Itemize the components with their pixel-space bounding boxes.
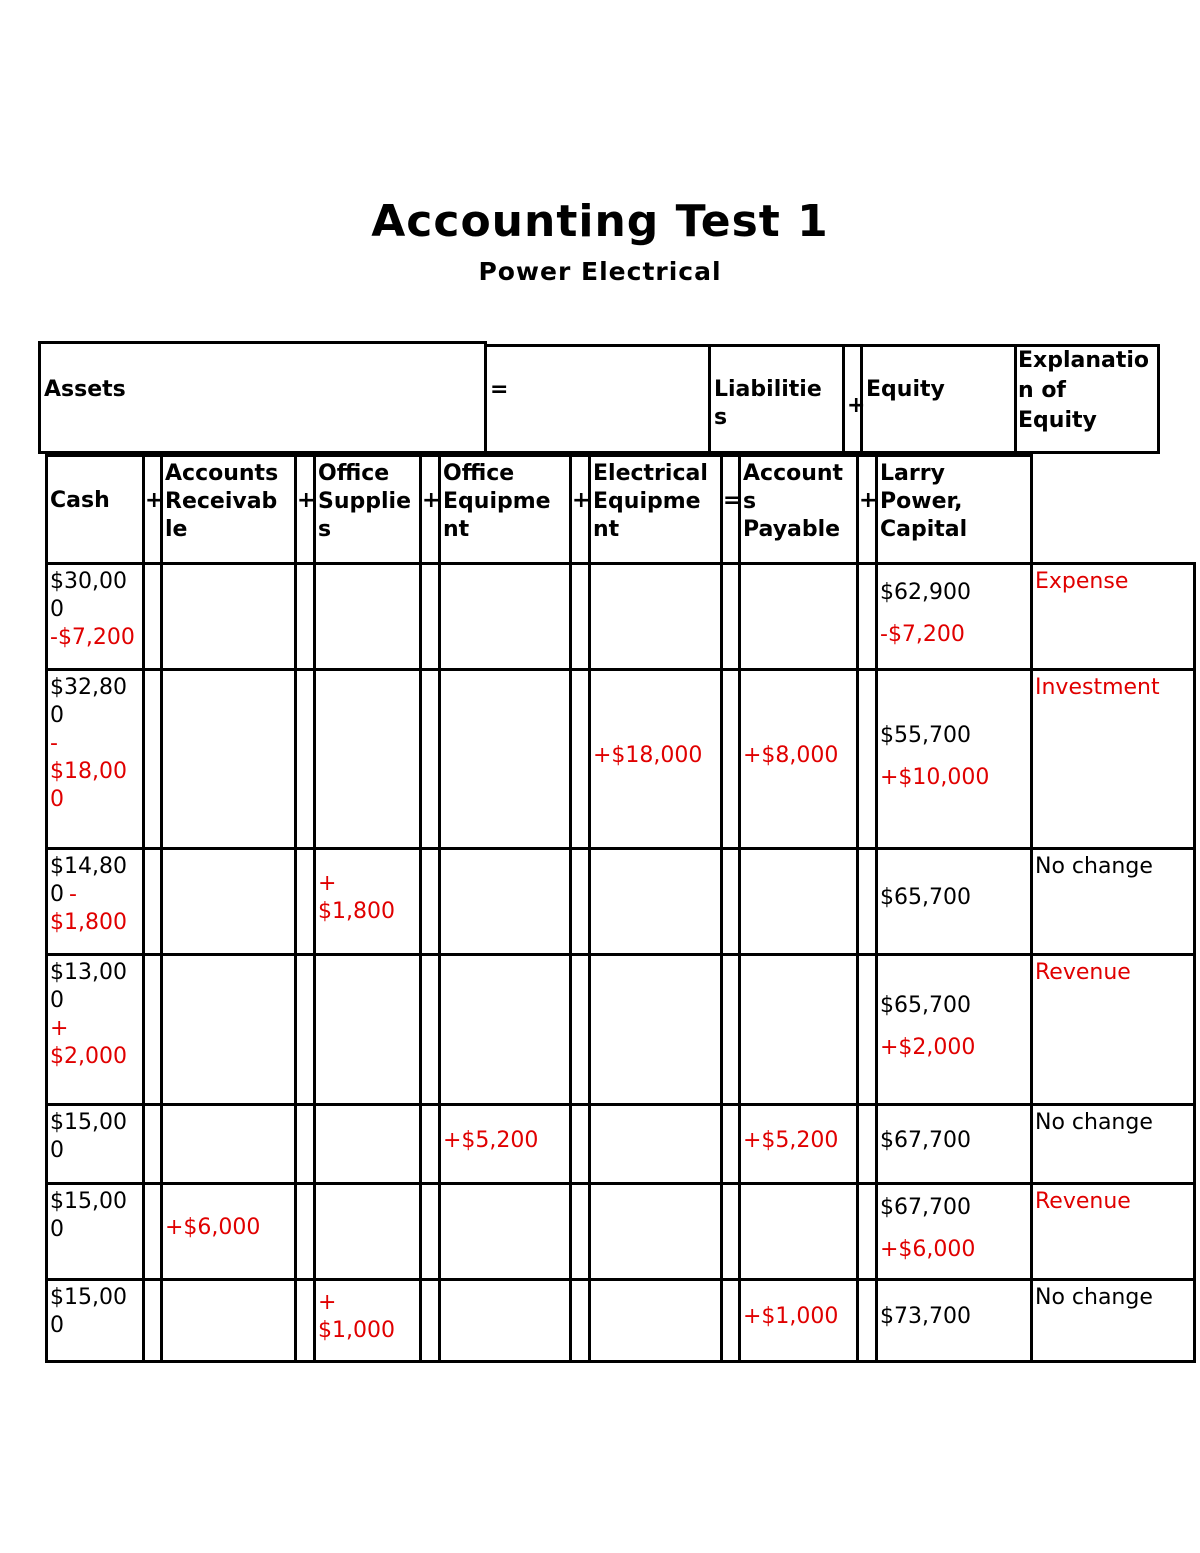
table-cell <box>1030 454 1196 565</box>
office-equipment-change: +$5,200 <box>443 1128 539 1153</box>
column-header-accounts-payable: Account s Payable <box>743 461 844 542</box>
table-cell <box>438 668 572 850</box>
accounts-payable-change: +$1,000 <box>743 1304 839 1329</box>
capital-value: $73,700 <box>880 1304 971 1329</box>
table-cell <box>160 562 297 671</box>
office-supplies-change: + $1,000 <box>318 1290 395 1343</box>
table-cell <box>438 562 572 671</box>
capital-value: $62,900 <box>880 580 971 605</box>
cash-change-inline: - <box>62 882 77 907</box>
table-cell <box>738 1182 859 1281</box>
table-cell <box>875 953 1033 1106</box>
capital-change: +$10,000 <box>880 765 990 790</box>
document-title: Accounting Test 1 <box>371 196 829 247</box>
electrical-equipment-change: +$18,000 <box>593 743 703 768</box>
capital-change: -$7,200 <box>880 622 965 647</box>
table-cell <box>438 1278 572 1363</box>
table-cell <box>313 953 422 1106</box>
operator-sign: + <box>145 488 164 513</box>
liabilities-header: Liabilitie s <box>714 377 822 430</box>
table-cell <box>588 847 723 956</box>
capital-value: $55,700 <box>880 723 971 748</box>
document-subtitle: Power Electrical <box>478 257 722 286</box>
accounts-payable-change: +$5,200 <box>743 1128 839 1153</box>
operator-sign: + <box>859 488 878 513</box>
operator-sign: = <box>723 488 742 513</box>
cash-value: $32,80 0 <box>50 675 127 728</box>
table-cell <box>160 847 297 956</box>
cash-value: $15,00 0 <box>50 1189 127 1242</box>
table-cell <box>738 953 859 1106</box>
capital-change: +$2,000 <box>880 1035 976 1060</box>
table-cell <box>588 1103 723 1185</box>
table-cell <box>438 1182 572 1281</box>
table-cell <box>313 562 422 671</box>
table-cell <box>160 1103 297 1185</box>
cash-change: - $18,00 0 <box>50 731 127 812</box>
table-cell <box>160 1278 297 1363</box>
column-header-accounts-receivable: Accounts Receivab le <box>165 461 279 542</box>
assets-header: Assets <box>44 377 126 402</box>
cash-change: $1,800 <box>50 910 127 935</box>
table-cell <box>313 1103 422 1185</box>
cash-value: $14,80 0 <box>50 854 127 907</box>
explanation-text: Revenue <box>1035 960 1131 985</box>
operator-sign: + <box>572 488 591 513</box>
column-header-office-equipment: Office Equipme nt <box>443 461 551 542</box>
table-cell <box>588 953 723 1106</box>
equity-header: Equity <box>866 377 945 402</box>
cash-change: -$7,200 <box>50 625 135 650</box>
table-cell <box>875 668 1033 850</box>
explanation-text: No change <box>1035 1285 1153 1310</box>
table-cell <box>313 1182 422 1281</box>
explanation-header: Explanatio n of Equity <box>1018 348 1150 433</box>
table-cell <box>738 847 859 956</box>
table-cell <box>438 847 572 956</box>
column-header-capital: Larry Power, Capital <box>880 461 968 542</box>
cash-change: + $2,000 <box>50 1016 127 1069</box>
cash-value: $30,00 0 <box>50 569 127 622</box>
plus-header: + <box>847 393 866 418</box>
table-cell <box>588 562 723 671</box>
capital-change: +$6,000 <box>880 1237 976 1262</box>
operator-sign: + <box>297 488 316 513</box>
table-cell <box>588 1182 723 1281</box>
explanation-text: Revenue <box>1035 1189 1131 1214</box>
table-cell <box>588 1278 723 1363</box>
table-cell <box>438 953 572 1106</box>
explanation-text: No change <box>1035 854 1153 879</box>
office-supplies-change: + $1,800 <box>318 871 395 924</box>
capital-value: $65,700 <box>880 885 971 910</box>
explanation-text: Expense <box>1035 569 1129 594</box>
cash-value: $13,00 0 <box>50 960 127 1013</box>
capital-value: $65,700 <box>880 993 971 1018</box>
accounts-payable-change: +$8,000 <box>743 743 839 768</box>
equals-header: = <box>490 377 509 402</box>
table-cell <box>160 953 297 1106</box>
explanation-text: No change <box>1035 1110 1153 1135</box>
cash-value: $15,00 0 <box>50 1285 127 1338</box>
capital-value: $67,700 <box>880 1195 971 1220</box>
cash-value: $15,00 0 <box>50 1110 127 1163</box>
capital-value: $67,700 <box>880 1128 971 1153</box>
accounts-receivable-change: +$6,000 <box>165 1215 261 1240</box>
operator-sign: + <box>422 488 441 513</box>
column-header-office-supplies: Office Supplie s <box>318 461 412 542</box>
column-header-electrical-equipment: Electrical Equipme nt <box>593 461 708 542</box>
table-cell <box>738 562 859 671</box>
explanation-text: Investment <box>1035 675 1160 700</box>
table-cell <box>160 668 297 850</box>
table-cell <box>313 668 422 850</box>
equals-header-cell <box>484 344 711 454</box>
column-header-cash: Cash <box>50 488 110 513</box>
